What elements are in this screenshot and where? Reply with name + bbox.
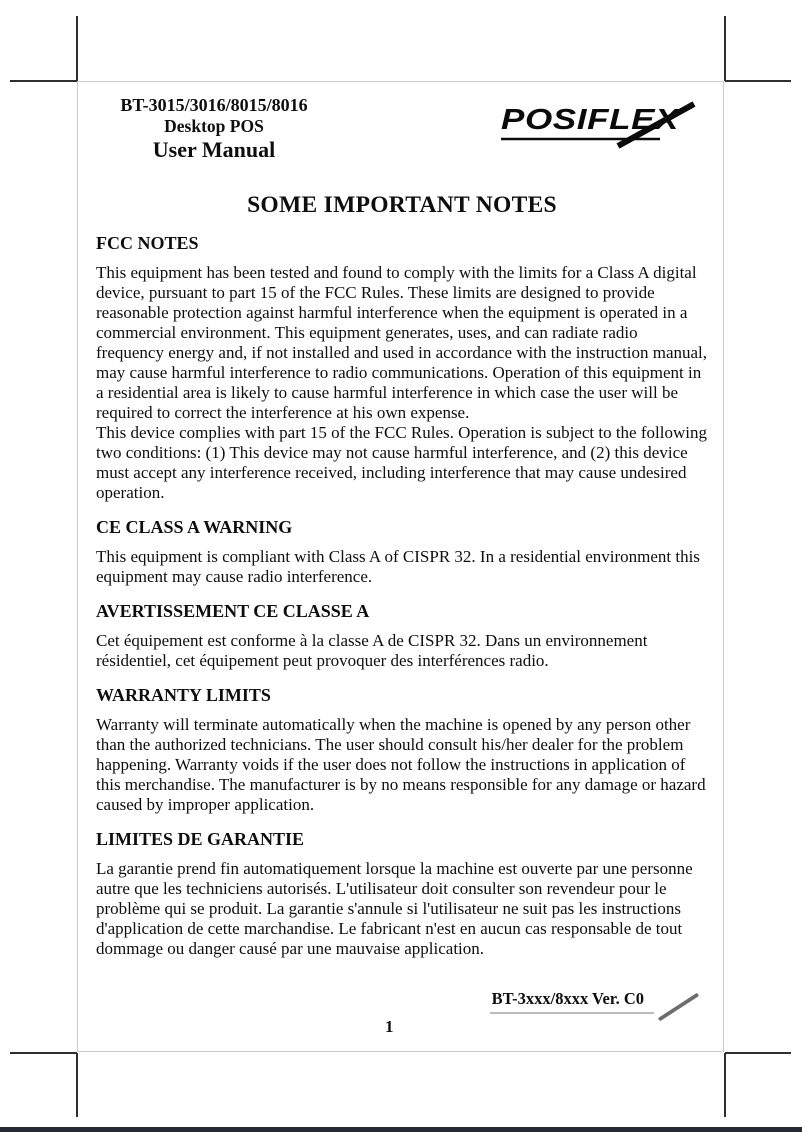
document-page [77,81,724,1052]
document-section [96,233,708,503]
crop-mark-top-right-vertical [724,16,726,81]
posiflex-logo-icon [500,98,696,150]
product-models: BT-3015/3016/8015/8016 [120,95,308,115]
document-section [96,601,708,671]
doc-title: User Manual [152,137,276,162]
page-number: 1 [385,1017,394,1036]
sections [96,233,708,959]
crop-mark-bottom-right-horizontal [725,1052,791,1054]
page-header [96,95,708,163]
scan-edge-band [0,1127,802,1132]
paragraph: La garantie prend fin automatiquement lorsque la machine est ouverte par une personne autre que les techniciens autorisés. L'utilisateur doit consulter son revendeur pour le problème qui se produit. La garantie s'annule si l'utilisateur ne suit pas les instructions d'application de cette marchandise. Le fabricant n'est en aucun cas responsable de tout dommage ou danger causé par une mauvaise application. [96,859,693,958]
manual-title-block [96,95,332,163]
crop-mark-top-left-vertical [76,16,78,81]
paragraph: This device complies with part 15 of the FCC Rules. Operation is subject to the following two conditions: (1) This device may not cause harmful interference, and (2) this device must accept any interference received, including interference that may cause undesired operation. [96,423,707,502]
crop-mark-top-right-horizontal [725,80,791,82]
document-section [96,829,708,959]
paragraph: This equipment has been tested and found to comply with the limits for a Class A digital device, pursuant to part 15 of the FCC Rules. These limits are designed to provide reasonable protection against harmful interference when the equipment is operated in a commercial environment. This equipment generates, uses, and can radiate radio frequency energy and, if not installed and used in accordance with the instruction manual, may cause harmful interference to radio communications. Operation of this equipment in a residential area is likely to cause harmful interference in which case the user will be required to correct the interference at his own expense. [96,263,708,422]
document-section [96,685,708,815]
section-heading: CE CLASS A WARNING [96,517,293,537]
section-paragraphs [96,547,708,587]
section-heading: AVERTISSEMENT CE CLASSE A [96,601,370,621]
paragraph: Warranty will terminate automatically when the machine is opened by any person other than the authorized technicians. The user should consult his/her dealer for the problem happening. Warranty voids if the user does not follow the instructions in application of this merchandise. The manufacturer is by no means responsible for any damage or hazard caused by improper application. [96,715,706,814]
paragraph: Cet équipement est conforme à la classe A de CISPR 32. Dans un environnement résidentiel, cet équipement peut provoquer des interférences radio. [96,631,648,670]
footer-version [490,989,654,1014]
crop-mark-top-left-horizontal [10,80,77,82]
section-heading: FCC NOTES [96,233,199,253]
section-heading: LIMITES DE GARANTIE [96,829,305,849]
page-content [96,95,708,959]
crop-mark-bottom-left-horizontal [10,1052,77,1054]
section-paragraphs [96,715,708,815]
paragraph: This equipment is compliant with Class A of CISPR 32. In a residential environment this equipment may cause radio interference. [96,547,700,586]
section-paragraphs [96,631,708,671]
page-title: SOME IMPORTANT NOTES [247,192,557,218]
section-paragraphs [96,263,708,503]
product-type: Desktop POS [164,116,264,136]
document-section [96,517,708,587]
posiflex-logo-text: POSIFLEX [501,104,681,136]
section-paragraphs [96,859,708,959]
footer-slash-mark [658,993,700,1022]
posiflex-logo [500,98,696,155]
footer-version-text: BT-3xxx/8xxx Ver. C0 [491,989,644,1008]
section-heading: WARRANTY LIMITS [96,685,271,705]
crop-mark-bottom-left-vertical [76,1053,78,1117]
crop-mark-bottom-right-vertical [724,1053,726,1117]
